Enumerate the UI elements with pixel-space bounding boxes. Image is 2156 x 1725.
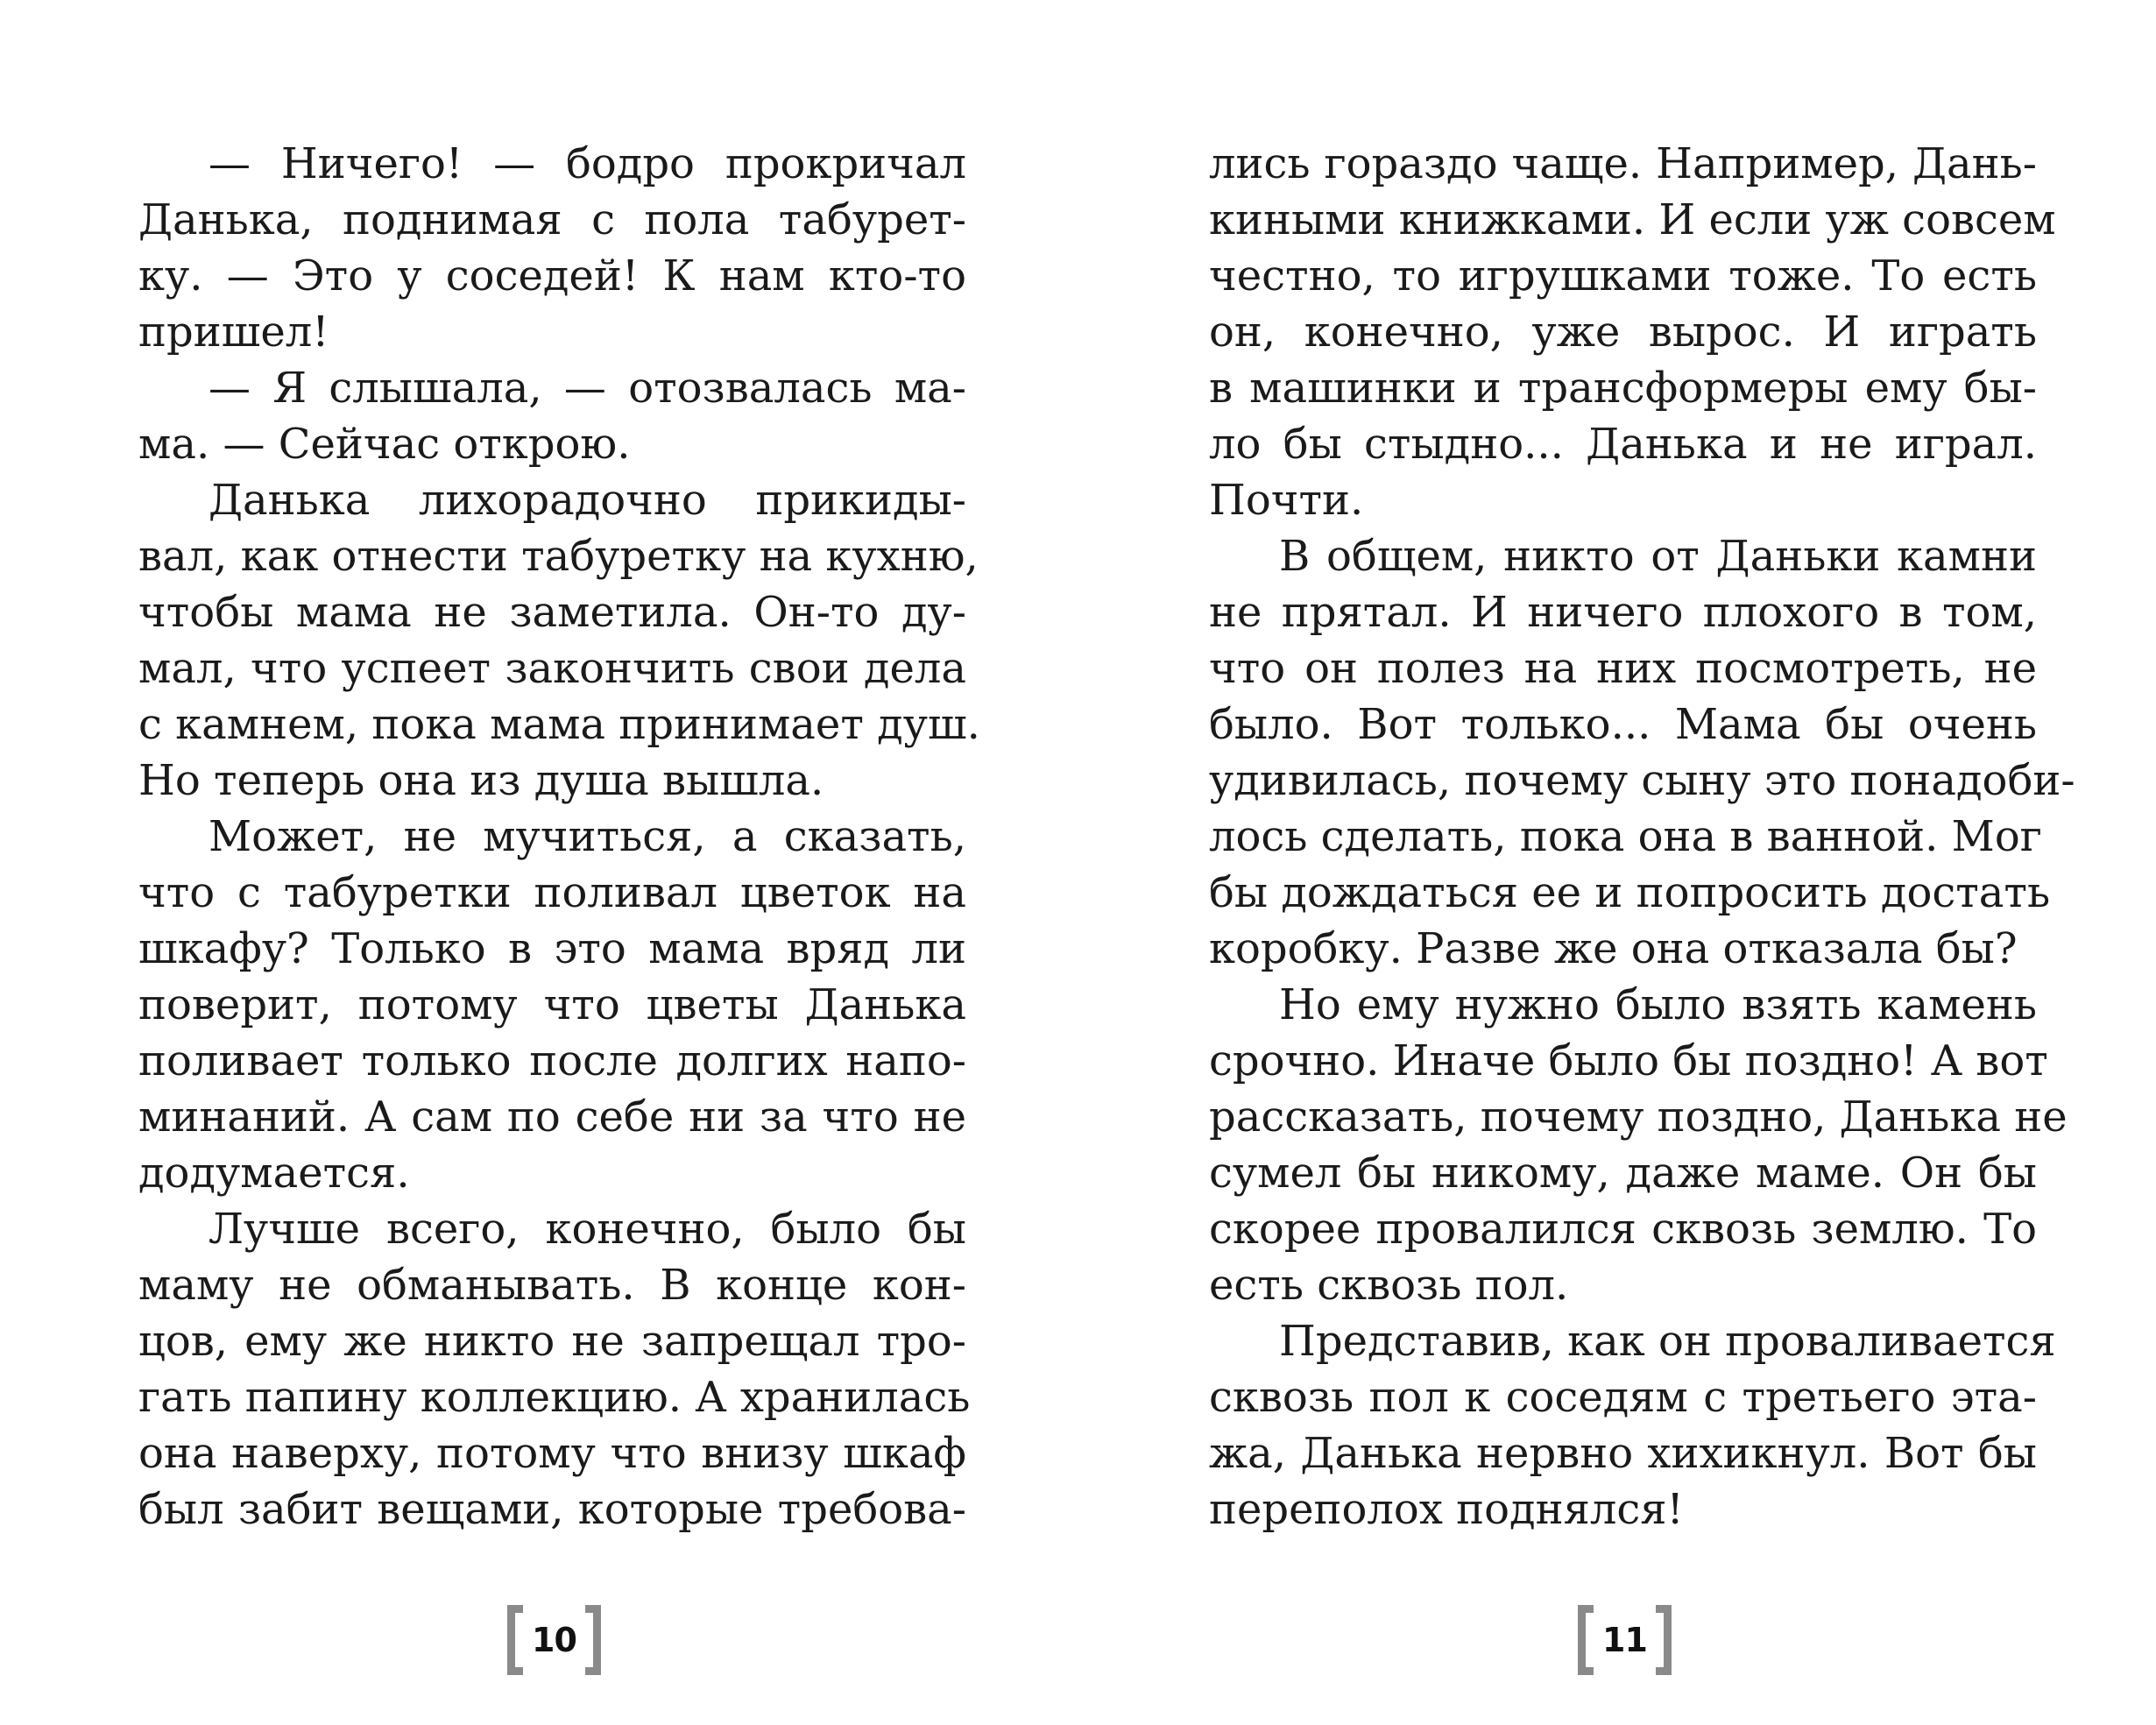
- text-line: Но теперь она из душа вышла.: [138, 756, 824, 805]
- right-bracket-icon: [1656, 1605, 1672, 1675]
- text-line: Данька лихорадочно прикиды-: [209, 476, 966, 525]
- text-line: удивилась, почему сыну это понадоби-: [1209, 756, 2075, 805]
- left-page: [138, 136, 980, 1538]
- text-line: поливает только после долгих напо-: [138, 1036, 966, 1085]
- left-bracket-icon: [507, 1605, 523, 1675]
- text-line: — Ничего! — бодро прокричал: [209, 139, 966, 188]
- text-line: скорее провалился сквозь землю. То: [1209, 1205, 2037, 1254]
- right-page: [1209, 136, 2075, 1538]
- text-line: в машинки и трансформеры ему бы-: [1209, 364, 2037, 413]
- text-line: она наверху, потому что внизу шкаф: [138, 1429, 966, 1478]
- text-line: — Я слышала, — отозвалась ма-: [209, 364, 966, 413]
- text-line: Может, не мучиться, а сказать,: [209, 812, 966, 861]
- text-line: шкафу? Только в это мама вряд ли: [138, 924, 966, 973]
- left-bracket-icon: [1578, 1605, 1594, 1675]
- text-line: лось сделать, пока она в ванной. Мог: [1209, 812, 2042, 861]
- text-line: поверит, потому что цветы Данька: [138, 980, 966, 1029]
- text-line: коробку. Разве же она отказала бы?: [1209, 924, 2018, 973]
- text-line: срочно. Иначе было бы поздно! А вот: [1209, 1036, 2048, 1085]
- text-line: он, конечно, уже вырос. И играть: [1209, 308, 2037, 357]
- text-line: Данька, поднимая с пола табурет-: [138, 195, 966, 244]
- text-line: сумел бы никому, даже маме. Он бы: [1209, 1149, 2037, 1198]
- text-line: Почти.: [1209, 476, 1364, 525]
- page-number-label: 10: [532, 1621, 576, 1659]
- text-line: ма. — Сейчас открою.: [138, 420, 631, 469]
- text-line: рассказать, почему поздно, Данька не: [1209, 1092, 2068, 1142]
- text-line: мал, что успеет закончить свои дела: [138, 644, 966, 693]
- text-line: было. Вот только... Мама бы очень: [1209, 700, 2037, 749]
- text-line: гать папину коллекцию. А хранилась: [138, 1373, 971, 1422]
- page-number-label: 11: [1602, 1621, 1647, 1659]
- text-line: честно, то игрушками тоже. То есть: [1209, 251, 2037, 300]
- text-line: не прятал. И ничего плохого в том,: [1209, 588, 2037, 637]
- text-line: Представив, как он проваливается: [1279, 1317, 2056, 1366]
- text-line: ку. — Это у соседей! К нам кто-то: [138, 251, 966, 300]
- text-line: В общем, никто от Даньки камни: [1279, 532, 2037, 581]
- text-line: ло бы стыдно... Данька и не играл.: [1209, 420, 2037, 469]
- page-number-left: [504, 1601, 604, 1679]
- text-line: переполох поднялся!: [1209, 1485, 1684, 1534]
- page-number-right: [1574, 1601, 1675, 1679]
- text-line: жа, Данька нервно хихикнул. Вот бы: [1209, 1429, 2037, 1478]
- text-line: пришел!: [138, 308, 329, 357]
- text-line: киными книжками. И если уж совсем: [1209, 195, 2056, 244]
- right-bracket-icon: [585, 1605, 601, 1675]
- text-line: что с табуретки поливал цветок на: [138, 868, 966, 917]
- text-line: чтобы мама не заметила. Он-то ду-: [138, 588, 966, 637]
- text-line: вал, как отнести табуретку на кухню,: [138, 532, 979, 581]
- text-line: Но ему нужно было взять камень: [1279, 980, 2037, 1029]
- text-line: с камнем, пока мама принимает душ.: [138, 700, 980, 749]
- text-line: есть сквозь пол.: [1209, 1261, 1569, 1310]
- text-line: что он полез на них посмотреть, не: [1209, 644, 2037, 693]
- text-line: был забит вещами, которые требова-: [138, 1485, 966, 1534]
- text-line: бы дождаться ее и попросить достать: [1209, 868, 2051, 917]
- text-line: Лучше всего, конечно, было бы: [209, 1205, 966, 1254]
- text-line: минаний. А сам по себе ни за что не: [138, 1092, 966, 1142]
- text-line: лись гораздо чаще. Например, Дань-: [1209, 139, 2037, 188]
- text-line: цов, ему же никто не запрещал тро-: [138, 1317, 966, 1366]
- text-line: маму не обманывать. В конце кон-: [138, 1261, 966, 1310]
- text-line: додумается.: [138, 1149, 410, 1198]
- text-line: сквозь пол к соседям с третьего эта-: [1209, 1373, 2037, 1422]
